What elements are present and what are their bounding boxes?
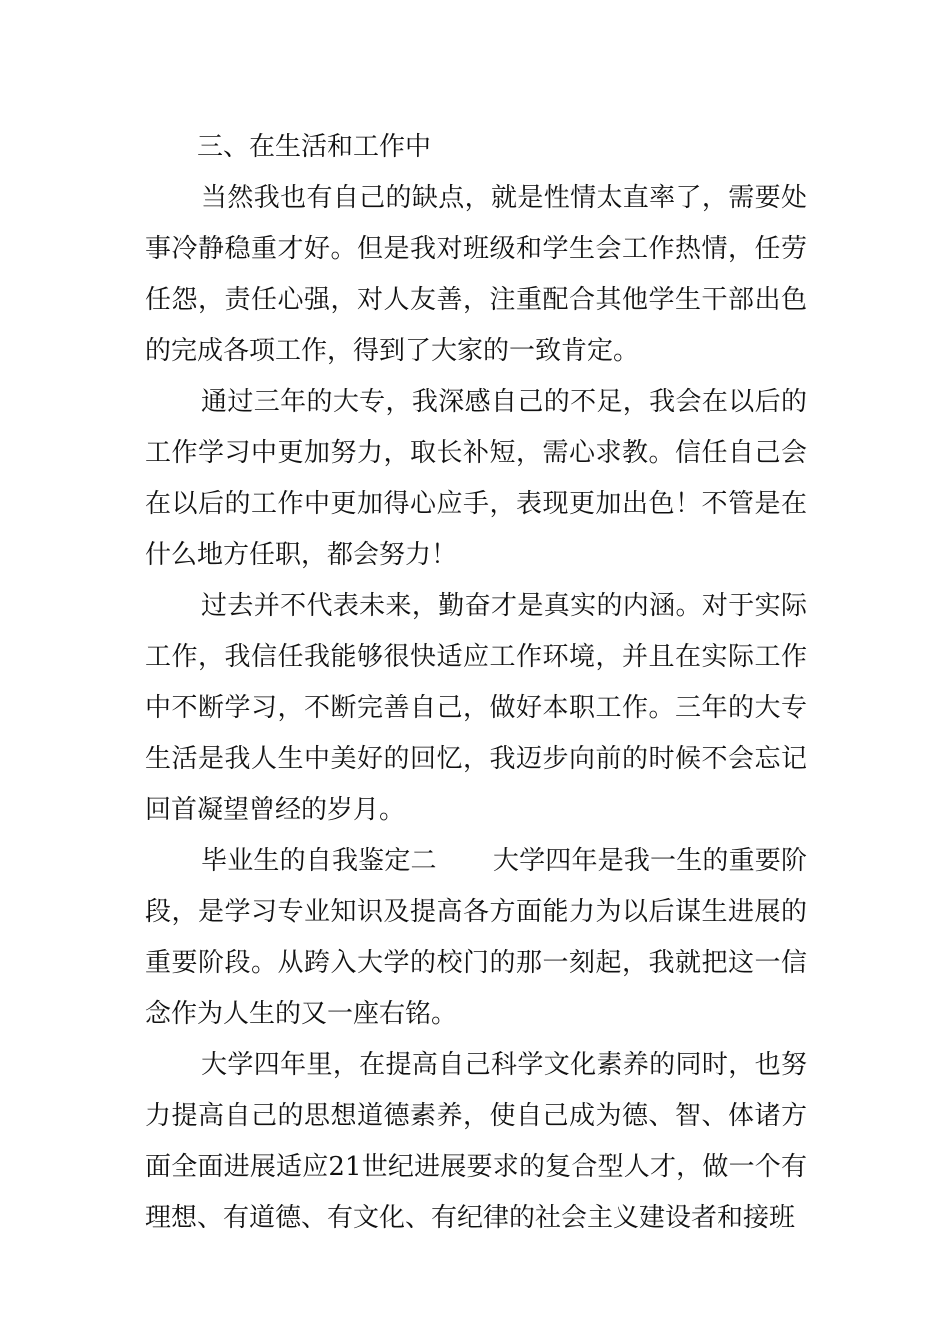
paragraph-1: 当然我也有自己的缺点，就是性情太直率了，需要处事冷静稳重才好。但是我对班级和学生会工作热情，任劳任怨，责任心强，对人友善，注重配合其他学生干部出色的完成各项工作，得到了大家的一致肯定。 xyxy=(145,183,807,366)
paragraph-5: 大学四年里，在提高自己科学文化素养的同时，也努力提高自己的思想道德素养，使自己成为德、智、体诸方面全面进展适应21世纪进展要求的复合型人才，做一个有理想、有道德、有文化、有纪律的社会主义建设者和接班 xyxy=(145,1050,807,1233)
document-body xyxy=(145,122,807,1244)
section-two-title: 毕业生的自我鉴定二 xyxy=(201,846,437,876)
paragraph-3: 过去并不代表未来，勤奋才是真实的内涵。对于实际工作，我信任我能够很快适应工作环境，并且在实际工作中不断学习，不断完善自己，做好本职工作。三年的大专生活是我人生中美好的回忆，我迈步向前的时候不会忘记回首凝望曾经的岁月。 xyxy=(145,591,807,825)
paragraph-4 xyxy=(145,836,807,1040)
section-heading: 三、在生活和工作中 xyxy=(197,132,432,162)
paragraph-2: 通过三年的大专，我深感自己的不足，我会在以后的工作学习中更加努力，取长补短，需心求教。信任自己会在以后的工作中更加得心应手，表现更加出色！不管是在什么地方任职，都会努力！ xyxy=(145,387,807,570)
section-two-text: 大学四年是我一生的重要阶段，是学习专业知识及提高各方面能力为以后谋生进展的重要阶段。从跨入大学的校门的那一刻起，我就把这一信念作为人生的又一座右铭。 xyxy=(145,846,807,1029)
